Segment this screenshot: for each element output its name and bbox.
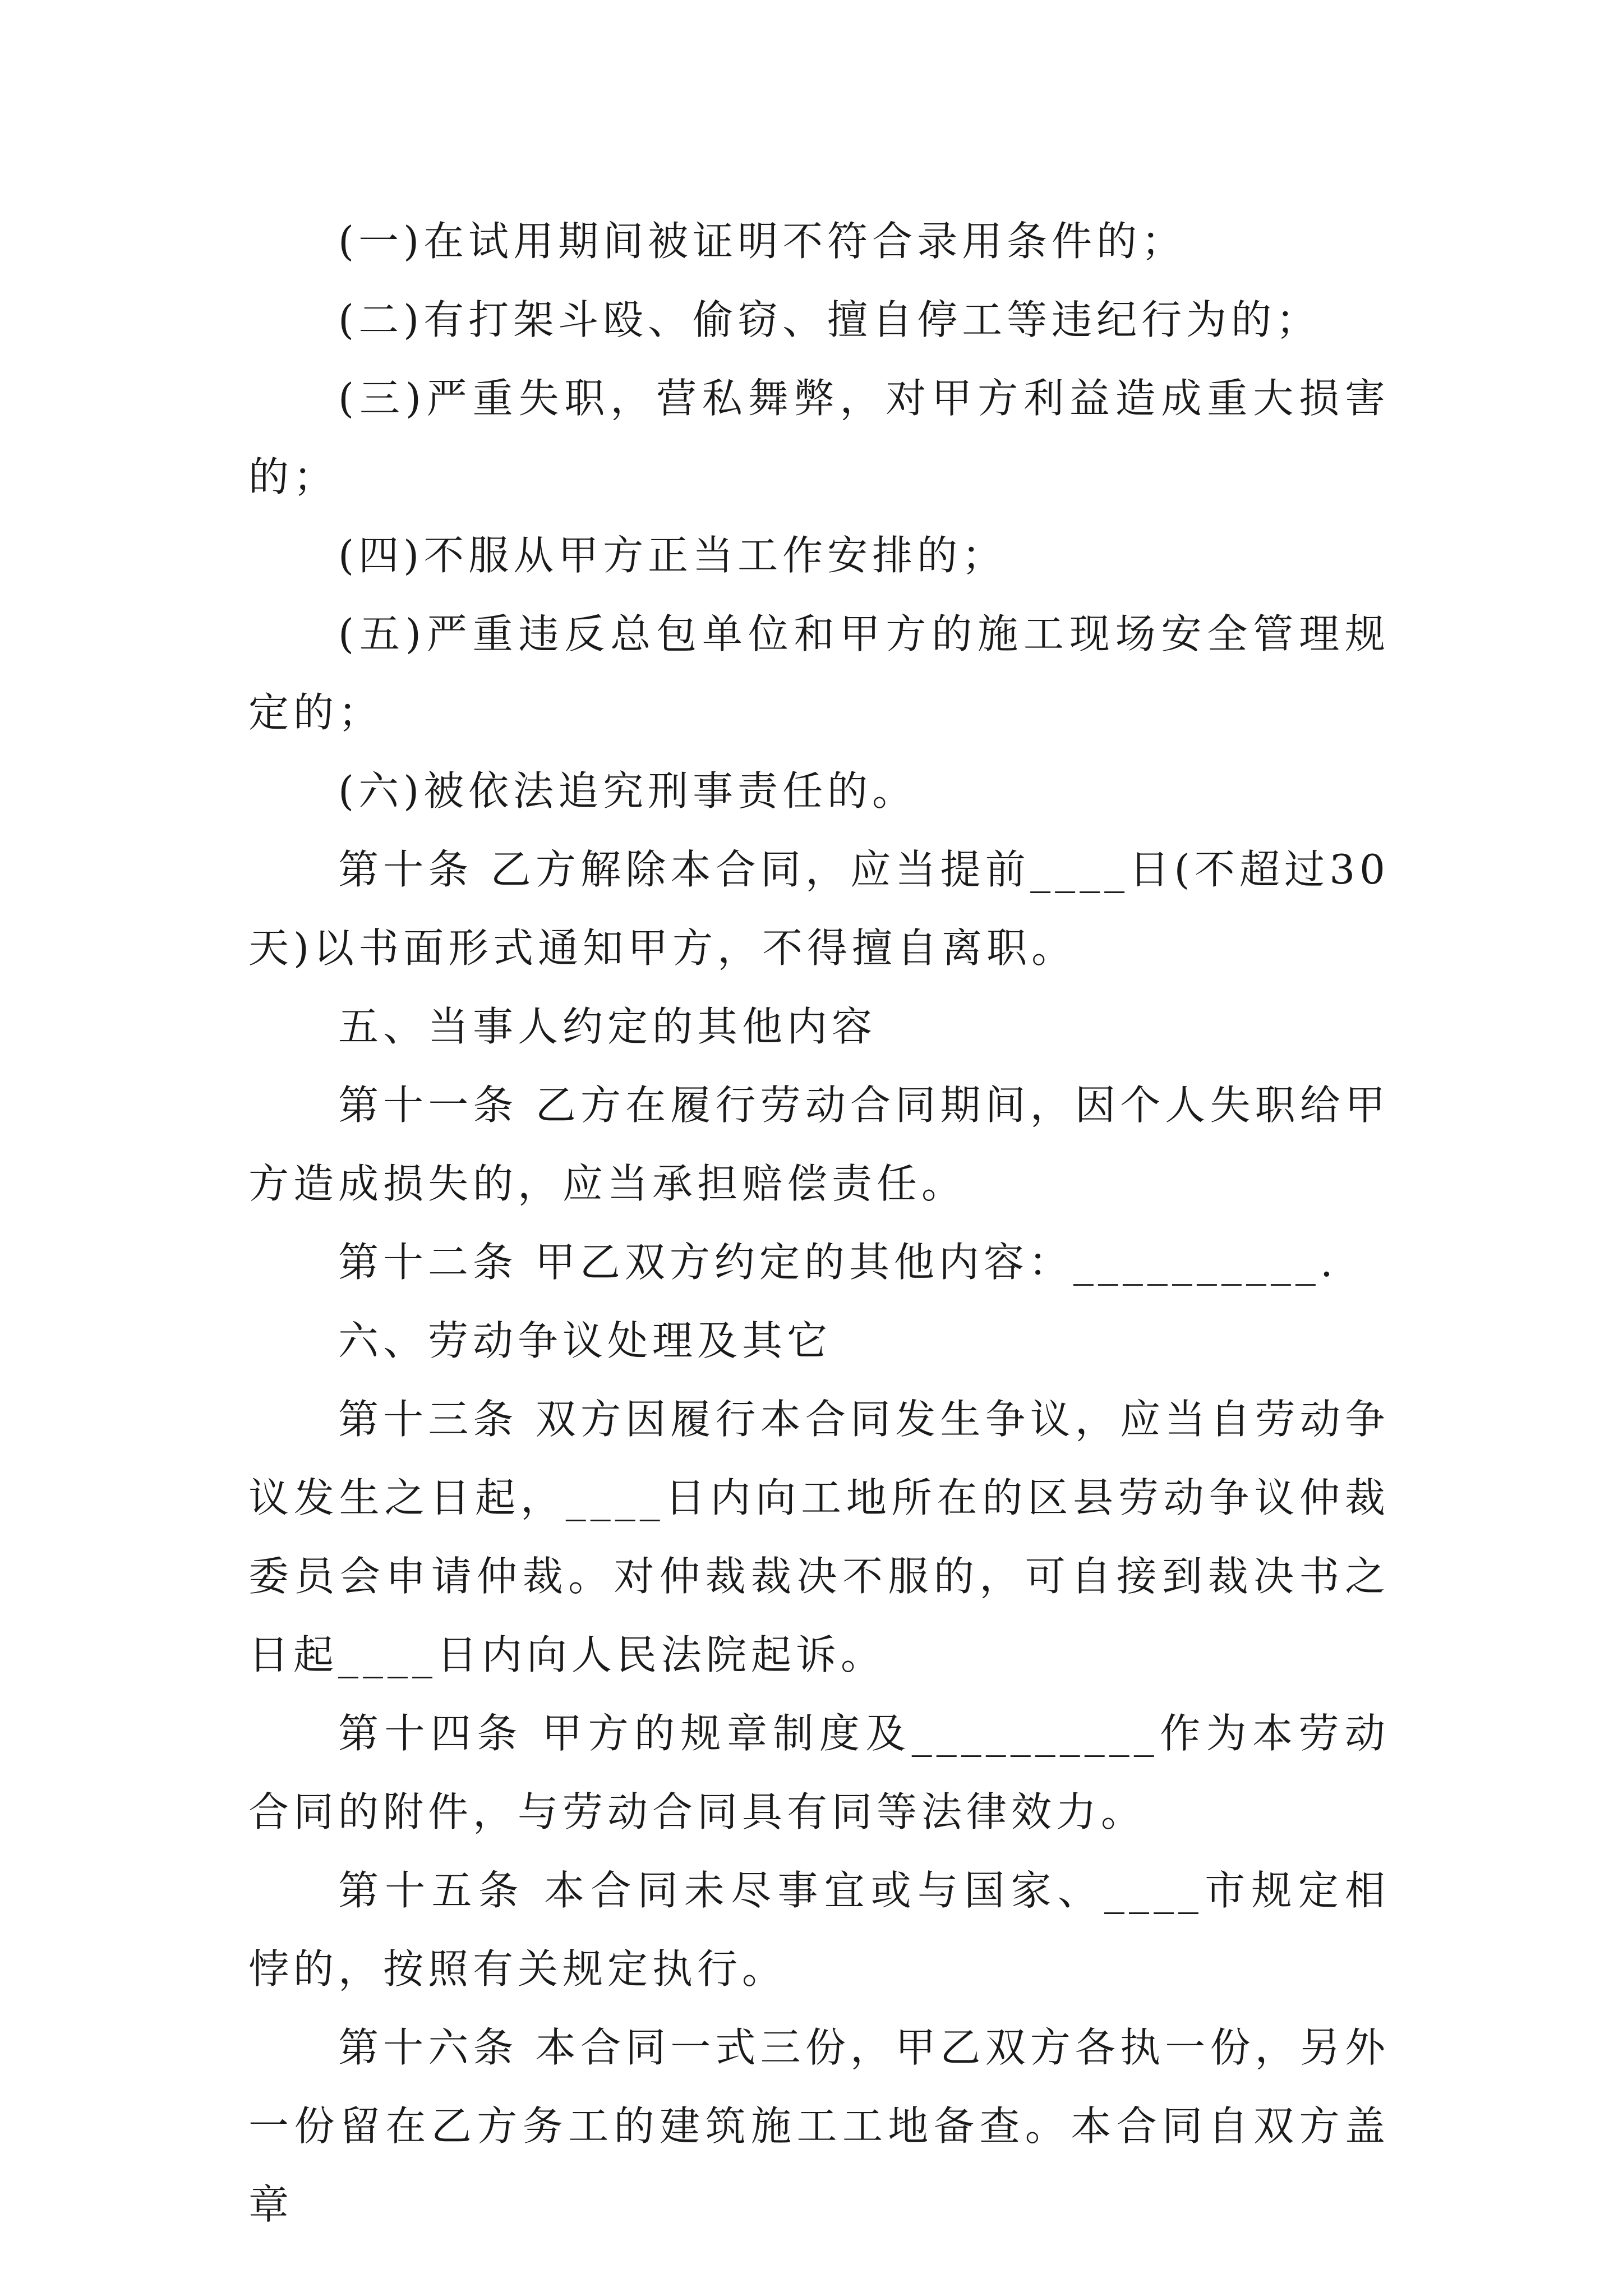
clause-item-4: (四)不服从甲方正当工作安排的； [338, 532, 1007, 579]
clause-item-6: (六)被依法追究刑事责任的。 [338, 767, 917, 815]
article-10: 第十条 乙方解除本合同，应当提前____日(不超过30天)以书面形式通知甲方，不得擅自离职。 [248, 846, 1390, 972]
article-11: 第十一条 乙方在履行劳动合同期间，因个人失职给甲方造成损失的，应当承担赔偿责任。 [248, 1082, 1390, 1207]
document-body [248, 202, 1390, 2244]
section-heading-5: 五、当事人约定的其他内容 [338, 1003, 877, 1050]
article-15: 第十五条 本合同未尽事宜或与国家、____市规定相悖的，按照有关规定执行。 [248, 1867, 1390, 1993]
article-14: 第十四条 甲方的规章制度及__________作为本劳动合同的附件，与劳动合同具有同等法律效力。 [248, 1710, 1390, 1835]
article-16: 第十六条 本合同一式三份，甲乙双方各执一份，另外一份留在乙方务工的建筑施工工地备查。本合同自双方盖章 [248, 2024, 1390, 2228]
clause-item-2: (二)有打架斗殴、偷窃、擅自停工等违纪行为的； [338, 296, 1321, 343]
section-heading-6: 六、劳动争议处理及其它 [338, 1317, 832, 1364]
clause-item-3: (三)严重失职，营私舞弊，对甲方利益造成重大损害的； [248, 375, 1390, 500]
clause-item-5: (五)严重违反总包单位和甲方的施工现场安全管理规定的； [248, 610, 1390, 736]
clause-item-1: (一)在试用期间被证明不符合录用条件的； [338, 218, 1187, 265]
article-12: 第十二条 甲乙双方约定的其他内容：__________. [338, 1239, 1338, 1286]
article-13: 第十三条 双方因履行本合同发生争议，应当自劳动争议发生之日起，____日内向工地所在的区县劳动争议仲裁委员会申请仲裁。对仲裁裁决不服的，可自接到裁决书之日起____日内向人民法院起诉。 [248, 1396, 1390, 1678]
